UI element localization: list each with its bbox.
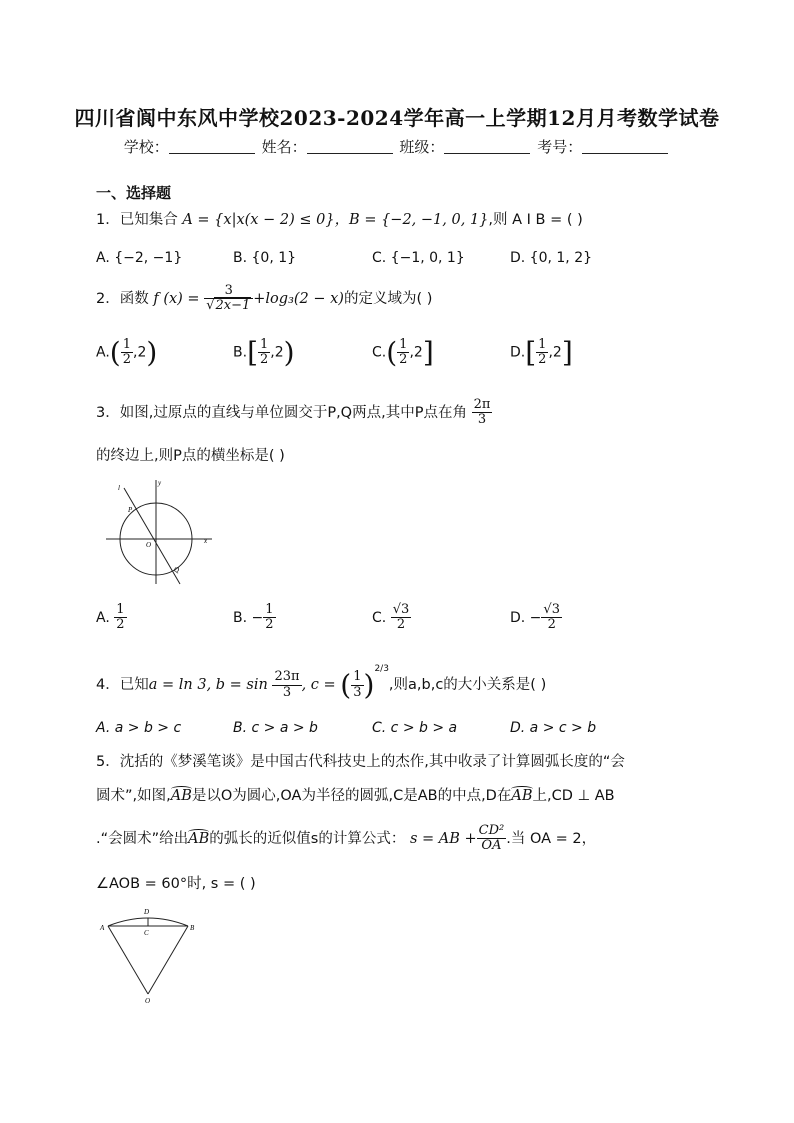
q2-log: +log₃(2 − x) [253,290,344,307]
q2-number: 2．函数 [96,290,149,307]
label-o: O [146,541,152,549]
question-5-line4: ∠AOB = 60°时, s = ( ) [96,876,256,892]
label-l: l [118,484,120,492]
q1-option-b[interactable]: B. {0, 1} [233,250,297,266]
q3-option-b[interactable]: B. − $\frac{1}{2}$ [233,602,274,633]
q3-option-a[interactable]: A. $\frac{1}{2}$ [96,602,125,633]
label-x: x [204,537,208,545]
q1-number: 1．已知集合 [96,212,178,228]
q1-set-b: ，B = {−2, −1, 0, 1} [334,212,489,228]
q1-option-c[interactable]: C. {−1, 0, 1} [372,250,465,266]
question-3-line1: 3．如图,过原点的直线与单位圆交于P,Q两点,其中P点在角 $\frac{2\pi}{3}$ [96,397,491,428]
section-title: 一、选择题 [96,184,172,202]
label-d: D [144,908,150,916]
q4-option-a[interactable]: A. a > b > c [96,720,182,736]
radius-ob [148,926,188,994]
number-blank[interactable] [582,139,668,154]
class-blank[interactable] [444,139,530,154]
q1-ask: ,则 A I B = ( ) [488,212,583,228]
q3-angle: $\frac{2\pi}{3}$ [473,397,491,428]
name-blank[interactable] [307,139,393,154]
q4-b-frac: $\frac{23\pi}{3}$ [274,669,300,700]
label-q: Q [174,566,180,574]
q4-option-b[interactable]: B. c > a > b [233,720,318,736]
q4-option-c[interactable]: C. c > b > a [372,720,458,736]
q5-formula-frac: $\frac{\text{CD²}}{OA}$ [478,823,505,854]
q1-set-a: A = {x|x(x − 2) ≤ 0} [182,212,335,228]
student-info-line [0,136,794,157]
name-label: 姓名： [261,138,307,156]
q2-ask: 的定义域为( ) [343,290,433,307]
q2-fx: f (x) = [153,290,200,307]
question-5-line1: 5．沈括的《梦溪笔谈》是中国古代科技史上的杰作,其中收录了计算圆弧长度的“会 [96,754,625,770]
label-o-sector: O [145,997,151,1004]
q2-option-a[interactable]: A.( $\frac{1}{2}$ ,2) [96,336,158,369]
question-1 [96,208,583,229]
label-p: P [128,506,133,514]
q3-option-c[interactable]: C. $\frac{√3}{2}$ [372,602,410,633]
q4-c-frac: $\frac{1}{3}$ [353,669,362,700]
label-b: B [190,924,195,932]
question-5-line2: 圆术”,如图,AB是以O为圆心,OA为半径的圆弧,C是AB的中点,D在AB上,CD ⊥ AB [96,788,615,804]
label-a: A [100,924,105,932]
q2-fraction: $\frac{3}{√2x-1}$ [204,284,253,314]
question-5-line3: .“会圆术”给出AB的弧长的近似值s的计算公式： s = AB + $\frac{\text{CD²}}{OA}$ .当 OA = 2， [96,823,597,854]
label-y: y [158,479,162,487]
q3-option-d[interactable]: D. − $\frac{√3}{2}$ [510,602,560,633]
q1-option-d[interactable]: D. {0, 1, 2} [510,250,593,266]
class-label: 班级： [399,138,445,156]
question-3-line2: 的终边上,则P点的横坐标是( ) [96,448,285,464]
q2-option-b[interactable]: B.[ $\frac{1}{2}$ ,2) [233,336,295,369]
school-blank[interactable] [169,139,255,154]
label-c: C [144,929,149,937]
q2-option-c[interactable]: C.( $\frac{1}{2}$ ,2] [372,336,434,369]
question-2 [96,284,432,314]
school-label: 学校： [123,138,169,156]
page-title: 四川省阆中东风中学校2023-2024学年高一上学期12月月考数学试卷 [74,106,720,130]
line-l [124,488,180,584]
radius-oa [108,926,148,994]
q4-option-d[interactable]: D. a > c > b [510,720,597,736]
q2-option-d[interactable]: D.[ $\frac{1}{2}$ ,2] [510,336,573,369]
q1-option-a[interactable]: A. {−2, −1} [96,250,183,266]
question-4: 4．已知a = ln 3, b = sin $\frac{23\pi}{3}$ , c = ( $\frac{1}{3}$ )$^{2/3}$,则a,b,c的大小关系是( ) [96,664,547,702]
number-label: 考号： [537,138,583,156]
sector-figure [96,904,206,1004]
unit-circle-figure [104,476,216,586]
